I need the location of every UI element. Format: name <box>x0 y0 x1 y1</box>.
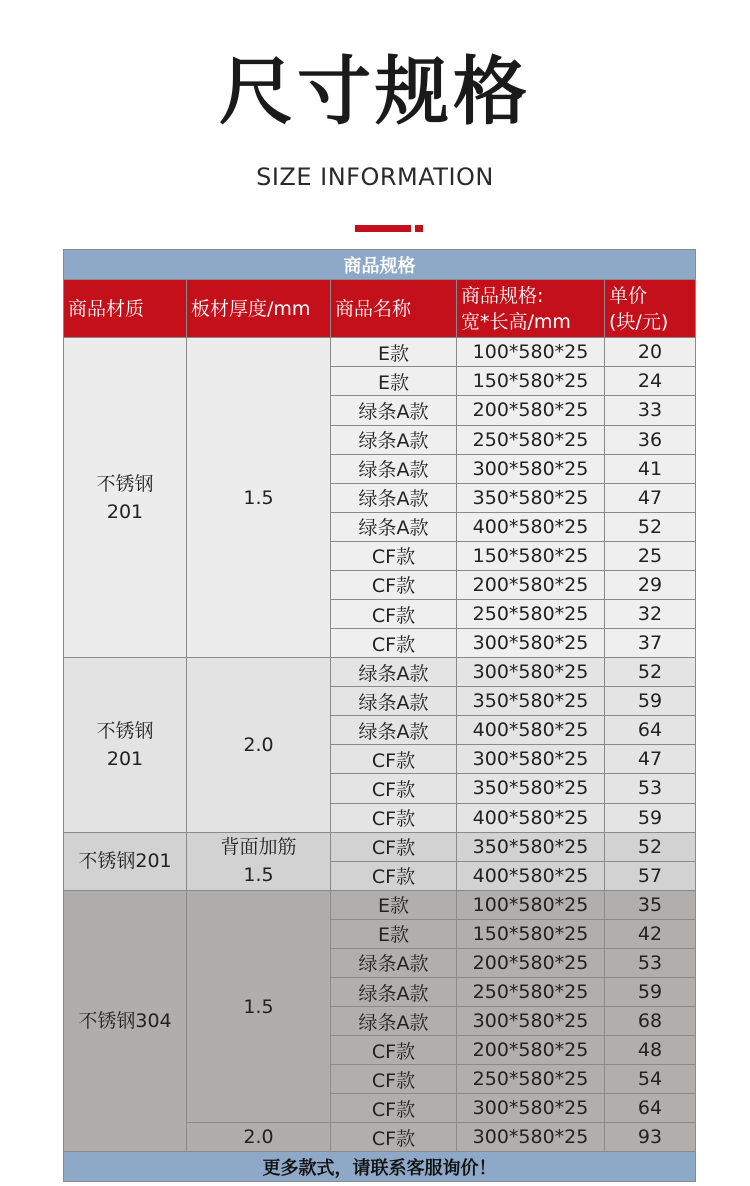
spec-cell: 300*580*25 <box>457 629 605 658</box>
product-name-cell: CF款 <box>331 861 457 890</box>
column-header-price-line2: (块/元) <box>609 310 669 333</box>
accent-divider <box>355 225 411 232</box>
spec-cell: 350*580*25 <box>457 483 605 512</box>
price-cell: 53 <box>605 774 696 803</box>
product-name-cell: 绿条A款 <box>331 454 457 483</box>
column-header-thickness: 板材厚度/mm <box>187 280 331 338</box>
price-cell: 33 <box>605 396 696 425</box>
spec-cell: 100*580*25 <box>457 890 605 919</box>
material-cell <box>64 658 187 832</box>
product-name-cell: CF款 <box>331 745 457 774</box>
spec-cell: 350*580*25 <box>457 832 605 861</box>
spec-cell: 350*580*25 <box>457 774 605 803</box>
thickness-cell: 2.0 <box>187 1123 331 1152</box>
table-row <box>64 890 696 919</box>
price-cell: 37 <box>605 629 696 658</box>
thickness-cell: 1.5 <box>187 890 331 1123</box>
product-name-cell: CF款 <box>331 774 457 803</box>
price-cell: 20 <box>605 338 696 367</box>
product-name-cell: CF款 <box>331 832 457 861</box>
product-name-cell: CF款 <box>331 803 457 832</box>
spec-cell: 300*580*25 <box>457 1007 605 1036</box>
spec-cell: 350*580*25 <box>457 687 605 716</box>
price-cell: 32 <box>605 599 696 628</box>
product-name-cell: 绿条A款 <box>331 948 457 977</box>
product-name-cell: 绿条A款 <box>331 1007 457 1036</box>
price-cell: 41 <box>605 454 696 483</box>
product-name-cell: 绿条A款 <box>331 425 457 454</box>
column-header-name: 商品名称 <box>331 280 457 338</box>
product-name-cell: CF款 <box>331 570 457 599</box>
price-cell: 24 <box>605 367 696 396</box>
product-name-cell: CF款 <box>331 1065 457 1094</box>
material-cell: 不锈钢304 <box>64 890 187 1152</box>
thickness-cell: 1.5 <box>187 338 331 658</box>
table-row <box>64 338 696 367</box>
material-grade: 201 <box>106 500 144 523</box>
spec-cell: 250*580*25 <box>457 1065 605 1094</box>
product-name-cell: E款 <box>331 367 457 396</box>
column-header-price-line1: 单价 <box>609 284 648 307</box>
price-cell: 36 <box>605 425 696 454</box>
price-cell: 64 <box>605 716 696 745</box>
thickness-cell <box>187 832 331 890</box>
price-cell: 29 <box>605 570 696 599</box>
price-cell: 54 <box>605 1065 696 1094</box>
price-cell: 53 <box>605 948 696 977</box>
material-grade: 201 <box>106 747 144 770</box>
product-name-cell: CF款 <box>331 1094 457 1123</box>
spec-cell: 300*580*25 <box>457 1123 605 1152</box>
material-cell <box>64 338 187 658</box>
price-cell: 47 <box>605 483 696 512</box>
material-cell: 不锈钢201 <box>64 832 187 890</box>
column-header-spec <box>457 280 605 338</box>
column-header-price <box>605 280 696 338</box>
price-cell: 35 <box>605 890 696 919</box>
product-name-cell: CF款 <box>331 541 457 570</box>
product-name-cell: 绿条A款 <box>331 658 457 687</box>
column-header-spec-line1: 商品规格: <box>461 284 544 307</box>
thickness-value: 1.5 <box>243 864 274 887</box>
product-name-cell: E款 <box>331 890 457 919</box>
price-cell: 52 <box>605 658 696 687</box>
spec-cell: 400*580*25 <box>457 716 605 745</box>
spec-cell: 400*580*25 <box>457 861 605 890</box>
material-label: 不锈钢 <box>96 472 154 495</box>
price-cell: 59 <box>605 687 696 716</box>
product-name-cell: E款 <box>331 338 457 367</box>
spec-cell: 200*580*25 <box>457 1036 605 1065</box>
price-cell: 59 <box>605 977 696 1006</box>
spec-cell: 200*580*25 <box>457 396 605 425</box>
price-cell: 48 <box>605 1036 696 1065</box>
product-name-cell: CF款 <box>331 1036 457 1065</box>
spec-cell: 300*580*25 <box>457 1094 605 1123</box>
price-cell: 64 <box>605 1094 696 1123</box>
table-row <box>64 832 696 861</box>
price-cell: 59 <box>605 803 696 832</box>
spec-cell: 300*580*25 <box>457 745 605 774</box>
price-cell: 52 <box>605 832 696 861</box>
spec-table <box>63 249 696 1182</box>
accent-divider-dot <box>415 225 423 232</box>
page-title: 尺寸规格 <box>219 49 531 135</box>
price-cell: 52 <box>605 512 696 541</box>
table-footer-note: 更多款式，请联系客服询价！ <box>64 1152 696 1182</box>
product-name-cell: 绿条A款 <box>331 687 457 716</box>
price-cell: 42 <box>605 919 696 948</box>
spec-cell: 150*580*25 <box>457 541 605 570</box>
table-banner: 商品规格 <box>64 250 696 280</box>
product-name-cell: 绿条A款 <box>331 512 457 541</box>
thickness-cell: 2.0 <box>187 658 331 832</box>
product-name-cell: CF款 <box>331 629 457 658</box>
spec-cell: 150*580*25 <box>457 919 605 948</box>
spec-cell: 400*580*25 <box>457 512 605 541</box>
product-name-cell: 绿条A款 <box>331 483 457 512</box>
spec-cell: 250*580*25 <box>457 599 605 628</box>
product-name-cell: CF款 <box>331 599 457 628</box>
spec-cell: 250*580*25 <box>457 977 605 1006</box>
price-cell: 57 <box>605 861 696 890</box>
spec-cell: 150*580*25 <box>457 367 605 396</box>
product-name-cell: 绿条A款 <box>331 716 457 745</box>
price-cell: 47 <box>605 745 696 774</box>
spec-cell: 300*580*25 <box>457 658 605 687</box>
spec-cell: 200*580*25 <box>457 570 605 599</box>
spec-cell: 400*580*25 <box>457 803 605 832</box>
thickness-note: 背面加筋 <box>220 836 297 859</box>
product-name-cell: E款 <box>331 919 457 948</box>
spec-cell: 300*580*25 <box>457 454 605 483</box>
spec-cell: 250*580*25 <box>457 425 605 454</box>
column-header-material: 商品材质 <box>64 280 187 338</box>
product-name-cell: CF款 <box>331 1123 457 1152</box>
product-name-cell: 绿条A款 <box>331 977 457 1006</box>
product-name-cell: 绿条A款 <box>331 396 457 425</box>
price-cell: 68 <box>605 1007 696 1036</box>
table-row <box>64 658 696 687</box>
spec-cell: 200*580*25 <box>457 948 605 977</box>
page-subtitle: SIZE INFORMATION <box>256 163 494 191</box>
column-header-spec-line2: 宽*长高/mm <box>461 310 571 333</box>
price-cell: 25 <box>605 541 696 570</box>
price-cell: 93 <box>605 1123 696 1152</box>
spec-cell: 100*580*25 <box>457 338 605 367</box>
material-label: 不锈钢 <box>96 719 154 742</box>
